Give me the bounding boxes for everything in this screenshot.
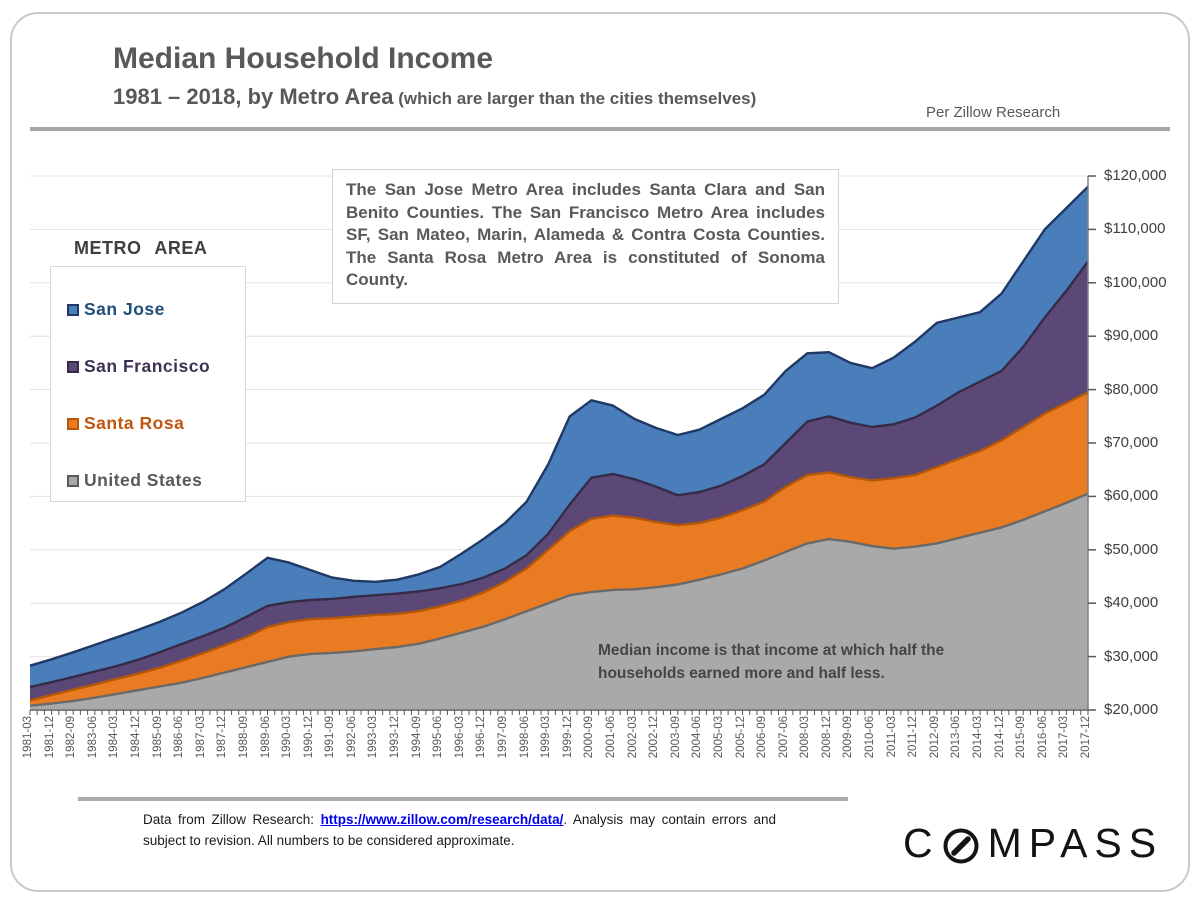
subtitle-range: 1981 – 2018, by Metro Area — [113, 84, 394, 109]
x-tick-label: 2004-06 — [691, 716, 704, 759]
legend-heading: METRO AREA — [74, 238, 208, 258]
y-tick-label: $40,000 — [1104, 594, 1159, 612]
footer-text-pre: Data from Zillow Research: — [143, 812, 321, 827]
x-tick-label: 2012-09 — [928, 716, 941, 759]
x-tick-label: 1987-03 — [194, 716, 207, 759]
x-tick-label: 1997-09 — [497, 716, 510, 759]
compass-logo — [903, 820, 1163, 867]
zillow-data-link[interactable]: https://www.zillow.com/research/data/ — [320, 812, 564, 827]
y-tick-label: $60,000 — [1104, 487, 1159, 505]
y-tick-label: $110,000 — [1104, 220, 1166, 238]
legend-item-united-states — [67, 452, 245, 509]
legend-label: Santa Rosa — [84, 413, 185, 433]
legend — [50, 266, 246, 502]
subtitle-note: (which are larger than the cities themselves) — [393, 89, 757, 108]
page-title: Median Household Income — [113, 42, 494, 75]
legend-swatch-icon — [67, 361, 79, 373]
source-credit: Per Zillow Research — [926, 104, 1061, 121]
legend-item-san-jose — [67, 281, 245, 338]
page-subtitle — [113, 84, 756, 110]
footer-divider — [78, 797, 848, 801]
x-tick-label: 1990-12 — [302, 716, 315, 759]
legend-label: San Jose — [84, 299, 165, 319]
median-income-definition: Median income is that income at which half the households earned more and half less. — [598, 642, 945, 683]
x-tick-label: 2005-12 — [734, 716, 747, 759]
x-tick-label: 1991-09 — [324, 716, 337, 759]
x-tick-label: 1993-12 — [389, 716, 402, 759]
legend-swatch-icon — [67, 475, 79, 487]
legend-item-san-francisco — [67, 338, 245, 395]
x-tick-label: 1996-12 — [475, 716, 488, 759]
x-tick-label: 1984-12 — [129, 716, 142, 759]
x-tick-label: 2011-03 — [885, 716, 898, 758]
x-tick-label: 1987-12 — [216, 716, 229, 759]
y-tick-label: $70,000 — [1104, 434, 1159, 451]
x-tick-label: 2011-12 — [907, 716, 920, 758]
legend-label: United States — [84, 470, 203, 490]
x-tick-label: 2009-09 — [842, 716, 855, 759]
x-tick-label: 2017-12 — [1080, 716, 1092, 759]
x-tick-label: 2016-06 — [1036, 716, 1049, 759]
x-tick-label: 2007-06 — [777, 716, 790, 759]
y-tick-label: $90,000 — [1104, 327, 1159, 345]
x-tick-label: 1985-09 — [151, 716, 164, 759]
x-tick-label: 1988-09 — [237, 716, 250, 759]
x-tick-label: 1993-03 — [367, 716, 380, 759]
x-tick-label: 2010-06 — [864, 716, 877, 759]
compass-needle-o-icon — [941, 822, 981, 866]
x-tick-label: 2003-09 — [669, 716, 682, 759]
y-tick-label: $30,000 — [1104, 647, 1159, 665]
x-tick-label: 1981-12 — [43, 716, 56, 759]
x-tick-label: 1990-03 — [281, 716, 294, 759]
x-tick-label: 1992-06 — [345, 716, 358, 759]
x-tick-label: 2006-09 — [756, 716, 769, 759]
y-tick-label: $20,000 — [1104, 701, 1159, 718]
x-tick-label: 2001-06 — [604, 716, 617, 759]
x-tick-label: 2015-09 — [1015, 716, 1028, 759]
y-tick-label: $120,000 — [1104, 167, 1167, 184]
x-tick-label: 1998-06 — [518, 716, 531, 759]
x-tick-label: 1983-06 — [86, 716, 99, 759]
x-tick-label: 2014-12 — [993, 716, 1006, 759]
x-tick-label: 2000-09 — [583, 716, 596, 759]
legend-item-santa-rosa — [67, 395, 245, 452]
logo-letters-mpass: MPASS — [987, 820, 1164, 866]
x-tick-label: 1984-03 — [108, 716, 121, 759]
x-tick-label: 2002-03 — [626, 716, 639, 759]
x-tick-label: 2008-03 — [799, 716, 812, 759]
x-tick-label: 1989-06 — [259, 716, 272, 759]
x-tick-label: 1995-06 — [432, 716, 445, 759]
x-tick-label: 2017-03 — [1058, 716, 1071, 759]
x-tick-label: 1999-03 — [540, 716, 553, 759]
x-tick-label: 2002-12 — [648, 716, 661, 759]
x-tick-label: 2008-12 — [820, 716, 833, 759]
x-tick-label: 2013-06 — [950, 716, 963, 759]
x-tick-label: 1986-06 — [173, 716, 186, 759]
x-tick-label: 1994-09 — [410, 716, 423, 759]
legend-swatch-icon — [67, 304, 79, 316]
footer-disclaimer — [143, 810, 776, 852]
y-tick-label: $100,000 — [1104, 273, 1167, 291]
x-tick-label: 2005-03 — [712, 716, 725, 759]
logo-letter-c: C — [903, 820, 940, 866]
footer-text-post: . Analysis may contain errors and subject to revision. All numbers to be considered approximate. — [143, 812, 776, 848]
legend-label: San Francisco — [84, 356, 211, 376]
metro-area-notes: The San Jose Metro Area includes Santa Clara and San Benito Counties. The San Francisco Metro Area includes SF, San Mateo, Marin, Alameda & Contra Costa Counties. The Santa Rosa Metro Area is constituted of Sonoma County. — [332, 169, 839, 304]
x-tick-label: 1996-03 — [453, 716, 466, 759]
legend-swatch-icon — [67, 418, 79, 430]
x-tick-label: 1999-12 — [561, 716, 574, 759]
x-tick-label: 1982-09 — [65, 716, 78, 759]
y-tick-label: $50,000 — [1104, 540, 1159, 558]
x-tick-label: 2014-03 — [972, 716, 985, 759]
header-divider — [30, 127, 1170, 131]
y-tick-label: $80,000 — [1104, 380, 1159, 398]
x-tick-label: 1981-03 — [22, 716, 34, 759]
